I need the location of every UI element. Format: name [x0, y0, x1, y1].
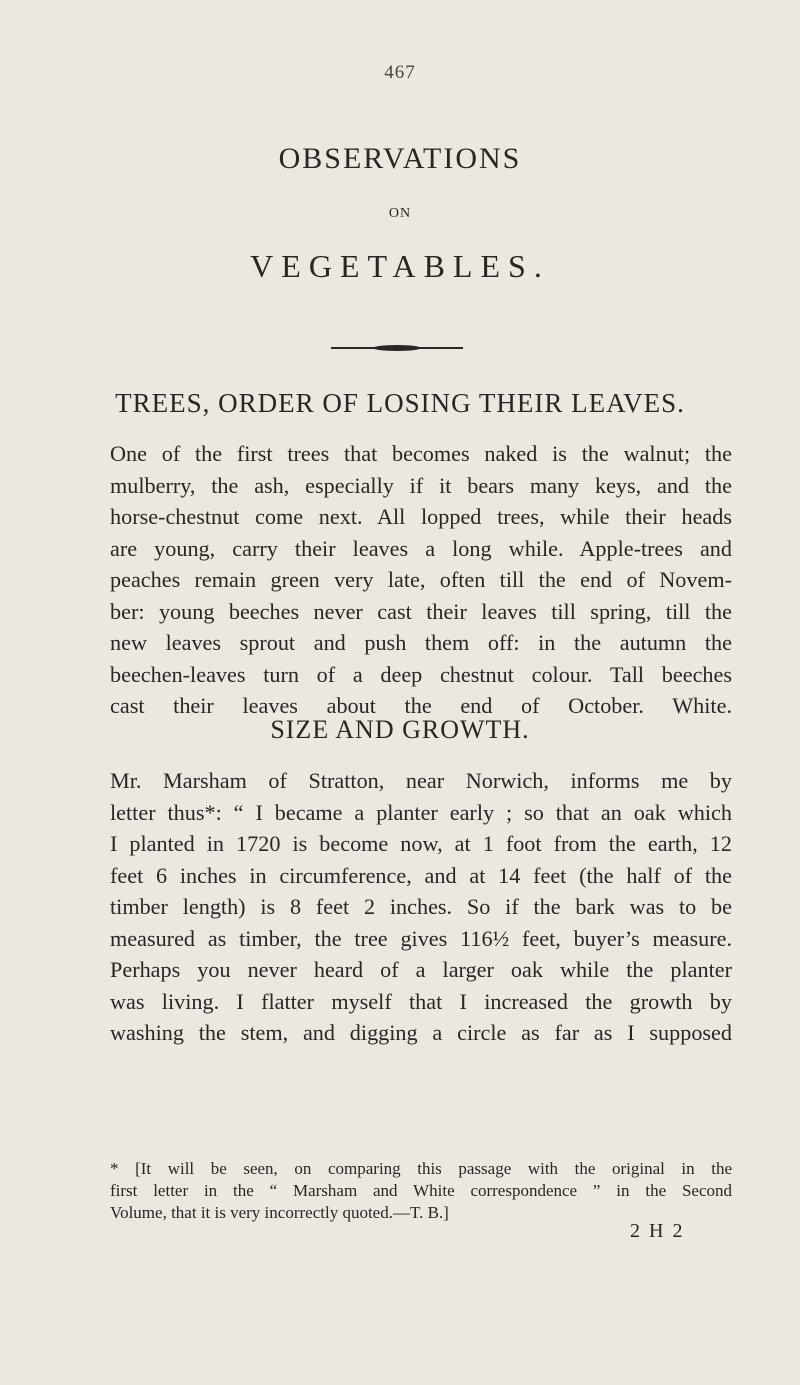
text-line: cast their leaves about the end of October. White. — [110, 693, 732, 718]
signature-mark: 2 H 2 — [630, 1220, 685, 1242]
text-line: Perhaps you never heard of a larger oak while the planter — [110, 957, 732, 982]
footnote-line: * [It will be seen, on comparing this passage with the original in the — [110, 1159, 732, 1178]
text-line: horse-chestnut come next. All lopped trees, while their heads — [110, 504, 732, 529]
text-line: was living. I flatter myself that I increased the growth by — [110, 988, 732, 1014]
text-line: peaches remain green very late, often till the end of Novem- — [110, 567, 732, 592]
text-line: washing the stem, and digging a circle as far as I supposed — [110, 1020, 732, 1045]
text-line: feet 6 inches in circumference, and at 14 feet (the half of the — [110, 862, 732, 888]
text-line: I planted in 1720 is become now, at 1 foot from the earth, 12 — [110, 831, 732, 856]
text-line: letter thus*: “ I became a planter early ; so that an oak which — [110, 799, 732, 825]
footnote-line: Volume, that it is very incorrectly quoted.—T. B.] — [110, 1203, 449, 1222]
text-line: new leaves sprout and push them off: in the autumn the — [110, 630, 732, 655]
text-line: ber: young beeches never cast their leaves till spring, till the — [110, 598, 732, 624]
text-line: mulberry, the ash, especially if it bears many keys, and the — [110, 472, 732, 498]
ornamental-rule — [331, 347, 463, 349]
paragraph-size — [110, 765, 732, 1049]
text-line: measured as timber, the tree gives 116½ feet, buyer’s measure. — [110, 925, 732, 951]
paragraph-trees — [110, 438, 732, 722]
text-line: timber length) is 8 feet 2 inches. So if the bark was to be — [110, 894, 732, 919]
title-connector: ON — [388, 206, 412, 221]
text-line: Mr. Marsham of Stratton, near Norwich, informs me by — [110, 768, 732, 793]
footnote — [110, 1158, 732, 1224]
text-line: are young, carry their leaves a long while. Apple-trees and — [110, 535, 732, 561]
page-subtitle: VEGETABLES. — [250, 248, 550, 284]
text-line: One of the first trees that becomes naked is the walnut; the — [110, 441, 732, 466]
text-line: beechen-leaves turn of a deep chestnut colour. Tall beeches — [110, 661, 732, 687]
footnote-line: first letter in the “ Marsham and White correspondence ” in the Second — [110, 1181, 732, 1200]
section-heading-trees: TREES, ORDER OF LOSING THEIR LEAVES. — [115, 388, 685, 418]
page-title: OBSERVATIONS — [278, 142, 522, 175]
page-number: 467 — [384, 62, 416, 83]
section-heading-size: SIZE AND GROWTH. — [270, 715, 530, 744]
